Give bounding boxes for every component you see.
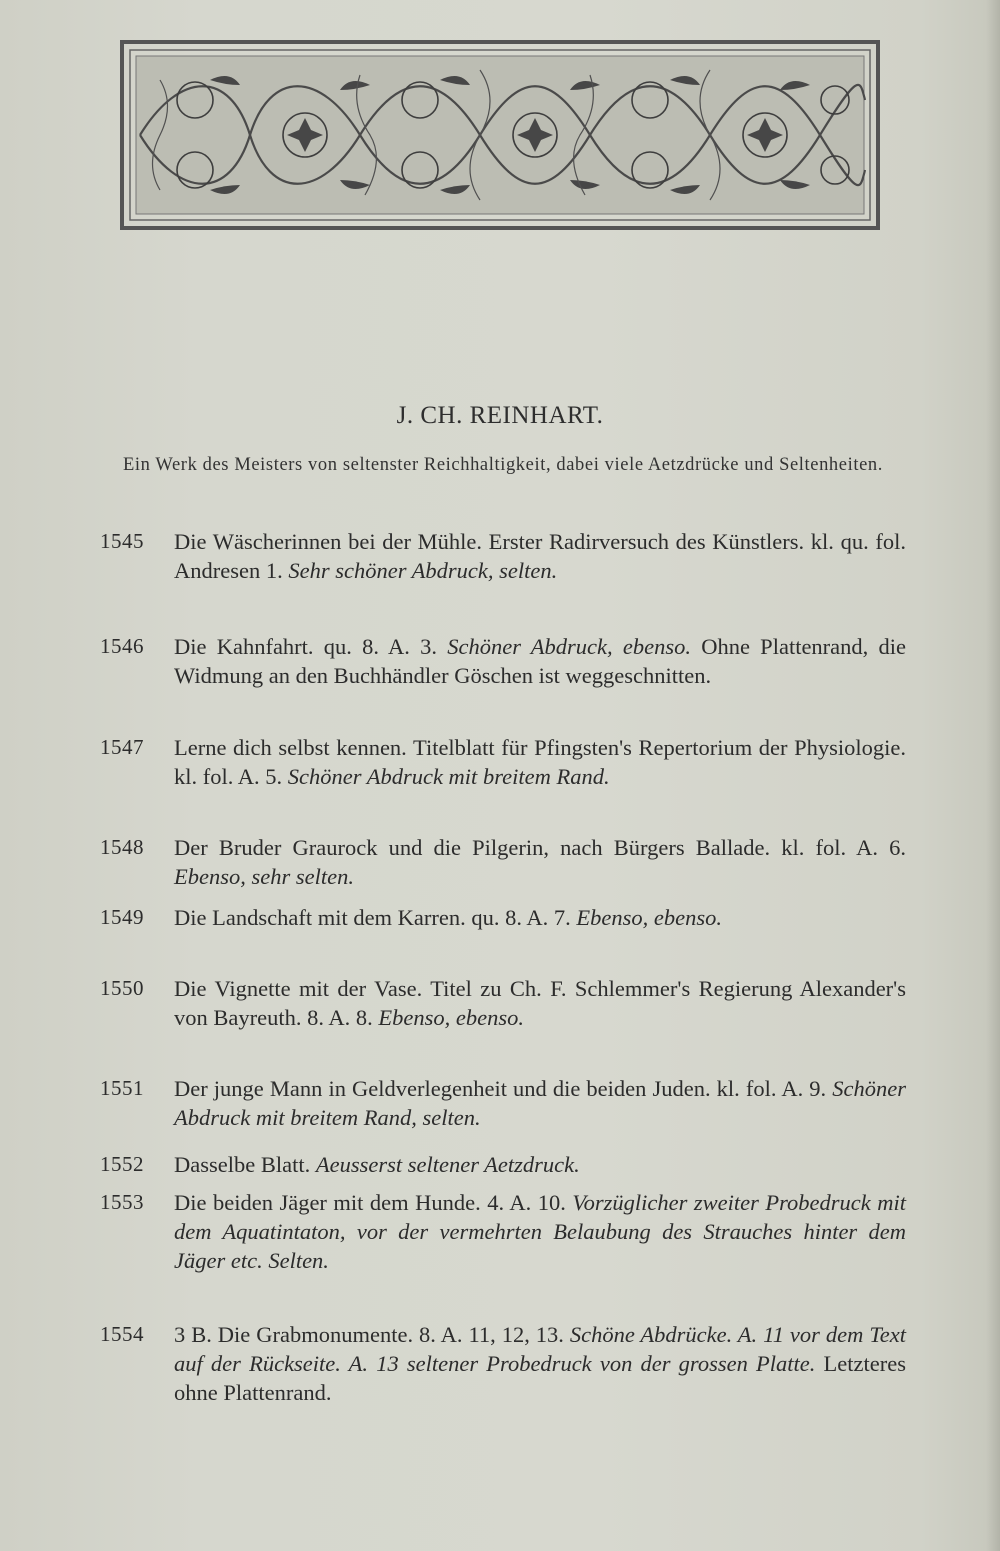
entry-condition-note: Schöner Abdruck, ebenso.: [447, 634, 691, 659]
entry-number: 1551: [100, 1076, 144, 1100]
catalog-entry: [100, 632, 906, 690]
entry-condition-note: Sehr schöner Abdruck, selten.: [288, 558, 558, 583]
entry-condition-note: Schöner Abdruck mit breitem Rand.: [287, 764, 610, 789]
entry-description: Der Bruder Graurock und die Pilgerin, nach Bürgers Ballade. kl. fol. A. 6.: [174, 835, 906, 860]
page-title: J. CH. REINHART.: [396, 402, 604, 429]
entry-number: 1549: [100, 905, 144, 929]
entry-description: 3 B. Die Grabmonumente. 8. A. 11, 12, 13.: [174, 1322, 564, 1347]
entry-number: 1552: [100, 1152, 144, 1176]
catalog-entry: [100, 1150, 906, 1179]
catalog-entry: [100, 1074, 906, 1132]
entry-number: 1548: [100, 835, 144, 859]
catalog-entry: [100, 733, 906, 791]
entry-number: 1546: [100, 634, 144, 658]
entry-number: 1553: [100, 1190, 144, 1214]
entry-condition-note: Ebenso, sehr selten.: [174, 864, 354, 889]
entry-description: Die Wäscherinnen bei der Mühle. Erster Radirversuch des Künstlers. kl. qu. fol. Andresen 1.: [174, 529, 906, 583]
section-subtitle: Ein Werk des Meisters von seltenster Reichhaltigkeit, dabei viele Aetzdrücke und Seltenheiten.: [123, 455, 883, 475]
ornamental-header-band: [120, 40, 880, 230]
entry-condition-note: Aeusserst seltener Aetzdruck.: [315, 1152, 580, 1177]
entry-description: Dasselbe Blatt.: [174, 1152, 311, 1177]
entry-number: 1554: [100, 1322, 144, 1346]
entry-number: 1547: [100, 735, 144, 759]
entry-description: Die Vignette mit der Vase. Titel zu Ch. F. Schlemmer's Regierung Alexander's von Bayreuth. 8. A. 8.: [174, 976, 906, 1030]
entry-additional-note: Ohne Plattenrand, die Widmung an den Buchhändler Göschen ist weggeschnitten.: [174, 634, 907, 688]
catalog-entry: [100, 833, 906, 891]
page-edge-shadow: [986, 0, 1000, 1551]
catalog-entry: [100, 974, 906, 1032]
entry-description: Der junge Mann in Geldverlegenheit und die beiden Juden. kl. fol. A. 9.: [174, 1076, 827, 1101]
catalog-entry: [100, 1188, 906, 1275]
entry-description: Die Landschaft mit dem Karren. qu. 8. A. 7.: [174, 905, 571, 930]
entry-additional-note: Letzteres ohne Plattenrand.: [174, 1351, 906, 1405]
entry-condition-note: Vorzüglicher zweiter Probedruck mit dem Aquatintaton, vor der vermehrten Belaubung des Strauches hinter dem Jäger etc. Selten.: [174, 1190, 906, 1273]
catalog-entry: [100, 903, 906, 932]
entry-condition-note: Schöner Abdruck mit breitem Rand, selten.: [174, 1076, 907, 1130]
entry-condition-note: Schöne Abdrücke. A. 11 vor dem Text auf der Rückseite. A. 13 seltener Probedruck von der grossen Platte.: [174, 1322, 906, 1376]
entry-number: 1545: [100, 529, 144, 553]
catalog-entry: [100, 1320, 906, 1407]
entry-number: 1550: [100, 976, 144, 1000]
entry-description: Die Kahnfahrt. qu. 8. A. 3.: [174, 634, 437, 659]
catalog-entry: [100, 527, 906, 585]
entry-description: Die beiden Jäger mit dem Hunde. 4. A. 10.: [174, 1190, 566, 1215]
entry-description: Lerne dich selbst kennen. Titelblatt für Pfingsten's Repertorium der Physiologie. kl. fol. A. 5.: [174, 735, 906, 789]
entry-condition-note: Ebenso, ebenso.: [576, 905, 722, 930]
entry-condition-note: Ebenso, ebenso.: [378, 1005, 524, 1030]
